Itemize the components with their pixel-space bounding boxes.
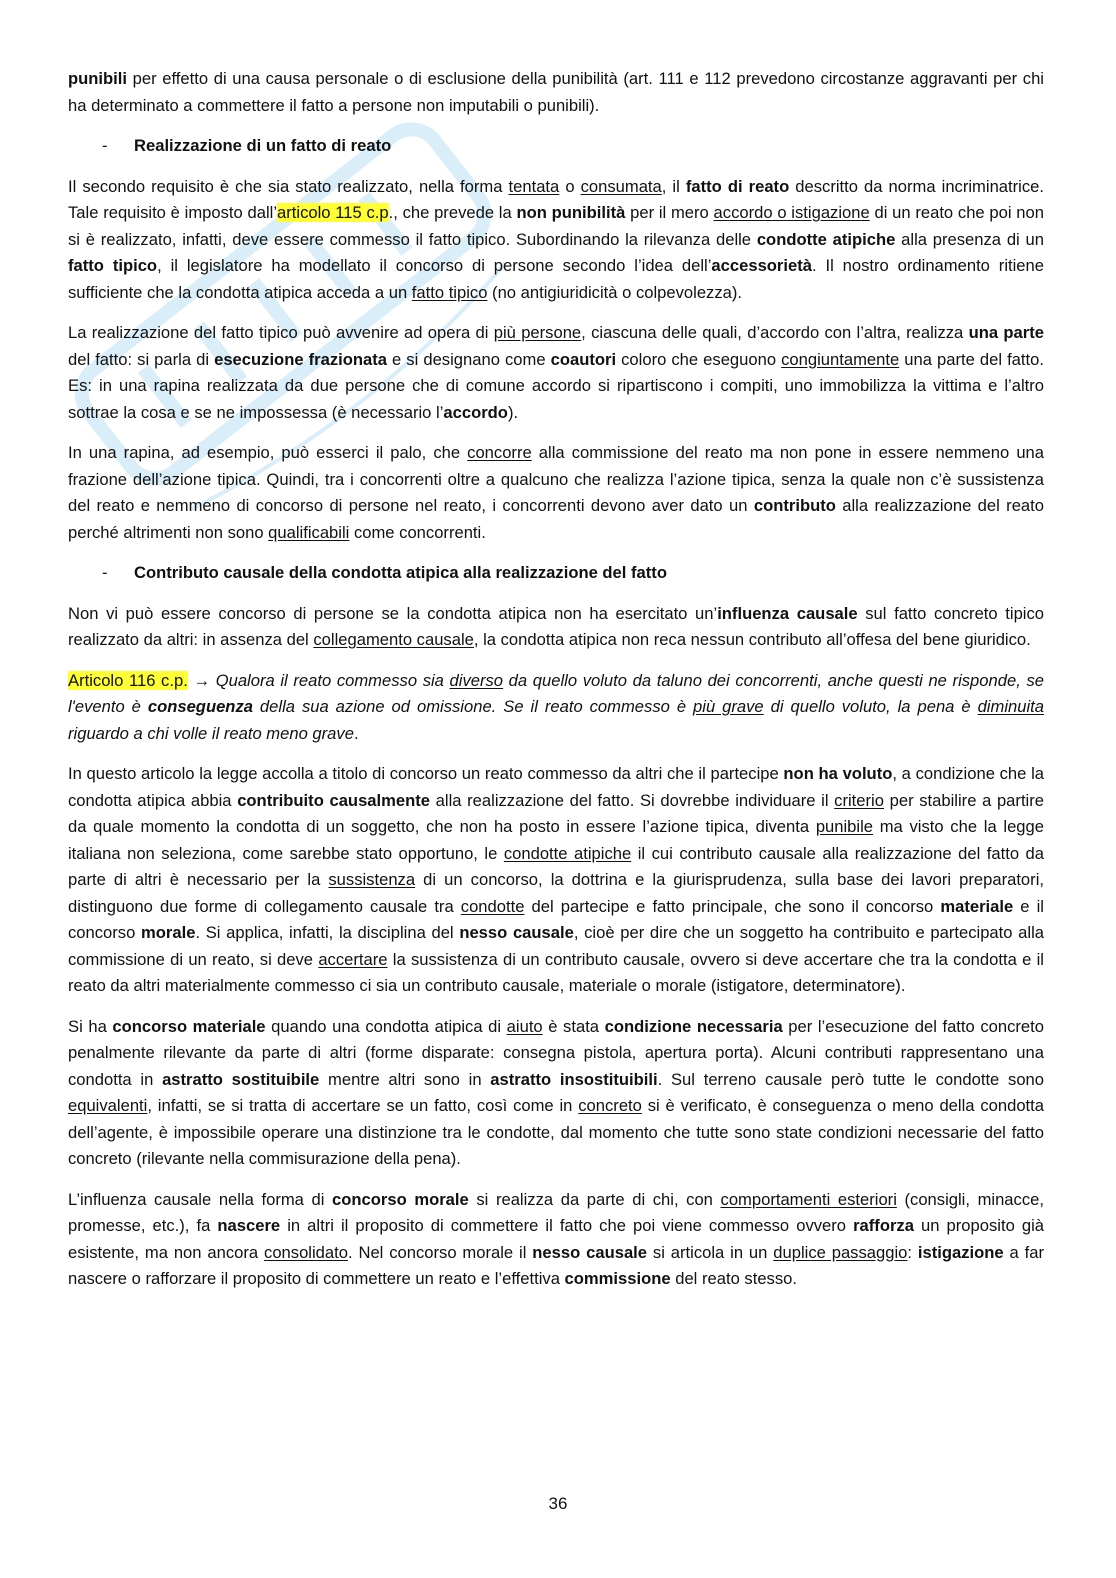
text-run: concorso materiale	[112, 1016, 266, 1036]
text-run: diminuita	[977, 697, 1044, 716]
text-run: L’influenza causale nella forma di	[68, 1189, 333, 1209]
text-run: a far nascere o rafforzare il proposito di commettere un reato e l’effettiva	[68, 1242, 1044, 1288]
text-run: Si ha	[68, 1016, 113, 1036]
bullet-heading: Realizzazione di un fatto di reato	[134, 136, 392, 155]
text-run: , cioè per dire che un soggetto ha contribuito e partecipato alla commissione di un reato, si deve	[68, 923, 1045, 969]
text-run: la sussistenza di un contributo causale, ovvero si deve accertare che tra la condotta e il reato da altri materialmente commesso ci sia un contributo causale, materiale o morale (istigatore, determinatore).	[68, 949, 1044, 995]
text-run: In una rapina, ad esempio, può esserci il palo, che	[68, 443, 468, 462]
text-run: o	[559, 176, 581, 196]
text-run: condotte	[460, 896, 525, 916]
text-run: concorso morale	[332, 1189, 469, 1209]
text-run: consolidato	[264, 1242, 348, 1262]
text-run: condotte atipiche	[756, 229, 896, 249]
text-run: più persone	[493, 323, 582, 342]
text-run: mentre altri sono in	[319, 1069, 491, 1089]
text-run: riguardo a chi volle il reato meno grave	[68, 723, 354, 743]
text-run: consumata	[580, 176, 662, 196]
text-run: come concorrenti.	[349, 522, 486, 542]
text-run: nascere	[217, 1216, 281, 1235]
text-run: criterio	[834, 790, 884, 810]
text-run: accertare	[318, 949, 388, 969]
text-run: coloro che eseguono	[616, 349, 782, 369]
text-run: alla commissione del reato ma non pone in essere nemmeno una frazione dell’azione tipica. Quindi, tra i concorrenti oltre a qualcuno che realizza l’azione tipica, senza la quale non c’è sussistenza del reato e nemmeno di concorso di persone nel reato, i concorrenti devono aver dato un	[68, 443, 1044, 515]
text-run: astratto sostituibile	[162, 1069, 320, 1089]
text-run: (no antigiuridicità o colpevolezza).	[487, 282, 743, 302]
paragraph-questo-articolo	[68, 761, 1044, 1000]
text-run: duplice passaggio	[773, 1242, 908, 1262]
text-run: fatto tipico	[68, 256, 158, 275]
text-run: , ciascuna delle quali, d’accordo con l’altra, realizza	[581, 323, 969, 342]
text-run: alla realizzazione del fatto. Si dovrebbe individuare il	[430, 790, 835, 810]
arrow-right-icon: →	[187, 670, 216, 690]
text-run: un proposito già esistente, ma non ancora	[68, 1216, 1045, 1262]
text-run: condizione necessaria	[604, 1016, 783, 1036]
text-run: del partecipe e fatto principale, che sono il concorso	[524, 896, 941, 916]
text-run: coautori	[550, 349, 617, 369]
text-run: congiuntamente	[781, 349, 900, 369]
text-run: Non vi può essere concorso di persone se la condotta atipica non ha esercitato un’	[68, 603, 718, 623]
text-run: per effetto di una causa personale o di esclusione della punibilità (art. 111 e 112 prevedono circostanze aggravanti per chi ha determinato a commettere il fatto a persone non imputabili o punibili).	[68, 69, 1044, 115]
text-run: tentata	[508, 176, 560, 196]
text-run: per l’esecuzione del fatto concreto penalmente rilevante da parte di altri (forme disparate: consegna pistola, apertura porta). Alcuni contributi rappresentano una condotta in	[68, 1016, 1044, 1089]
text-run: da quello voluto da taluno dei concorrenti, anche questi ne risponde, se l'evento è	[68, 670, 1044, 716]
text-run: conseguenza	[147, 697, 253, 716]
paragraph-secondo-requisito	[68, 174, 1044, 307]
text-run: fatto di reato	[685, 176, 790, 196]
text-run: si è verificato, è conseguenza o meno della condotta dell’agente, è impossibile operare una distinzione tra le condotte, dal momento che tutte sono state condizioni necessarie del fatto concreto (rilevante nella commisurazione della pena).	[68, 1096, 1045, 1168]
text-run: , infatti, se si tratta di accertare se un fatto, così come in	[147, 1096, 579, 1115]
text-run: una parte del fatto. Es: in una rapina realizzata da due persone che di comune accordo si ripartiscono i compiti, uno immobilizza la vittima e l’altro sottrae la cosa e se ne impossessa (è necessario l’	[68, 349, 1044, 422]
text-run: collegamento causale	[313, 630, 474, 649]
bullet-dash: -	[102, 136, 108, 155]
text-run: per il mero	[625, 203, 714, 222]
paragraph-esecuzione-frazionata	[68, 320, 1044, 426]
text-run: punibili	[68, 69, 127, 88]
text-run: si articola in un	[647, 1242, 774, 1262]
text-run: , la condotta atipica non reca nessun contributo all’offesa del bene giuridico.	[473, 630, 1031, 649]
text-run: Il secondo requisito è che sia stato realizzato, nella forma	[68, 176, 509, 196]
text-run: è stata	[542, 1016, 605, 1036]
text-run: accessorietà	[711, 256, 812, 275]
text-run: nesso causale	[532, 1242, 648, 1262]
bullet-realizzazione	[68, 133, 1044, 160]
text-run: morale	[141, 923, 196, 942]
text-run: una parte	[968, 323, 1044, 342]
text-run: accordo	[443, 402, 508, 422]
paragraph-influenza-causale	[68, 601, 1044, 654]
text-run: in altri il proposito di commettere il fatto che poi viene commesso ovvero	[280, 1216, 854, 1235]
text-run: diverso	[449, 670, 504, 690]
text-run: ma visto che la legge italiana non seleziona, come sarebbe stato opportuno, le	[68, 817, 1044, 863]
text-run: concorre	[467, 443, 532, 462]
text-run: condotte atipiche	[503, 843, 632, 863]
paragraph-palo	[68, 440, 1044, 546]
text-run: non punibilità	[516, 203, 626, 222]
page-number: 36	[548, 1494, 568, 1513]
text-run: della sua azione od omissione. Se il reato commesso è	[252, 697, 694, 716]
text-run: . Il nostro ordinamento ritiene sufficiente che la condotta atipica acceda a un	[68, 256, 1044, 302]
text-run: , a condizione che la condotta atipica abbia	[68, 764, 1044, 810]
text-run: In questo articolo la legge accolla a titolo di concorso un reato commesso da altri che il partecipe	[68, 764, 784, 783]
text-run: alla presenza di un	[895, 229, 1044, 249]
text-run: di un reato che poi non si è realizzato, infatti, deve essere commesso il fatto tipico. Subordinando la rilevanza delle	[68, 203, 1044, 249]
text-run: contributo	[753, 496, 836, 515]
text-run: astratto insostituibili	[490, 1069, 658, 1089]
text-run: più grave	[693, 697, 764, 716]
text-run: (consigli, minacce, promesse, etc.), fa	[68, 1189, 1044, 1235]
text-run: esecuzione frazionata	[214, 349, 387, 369]
text-run: , il legislatore ha modellato il concorso di persone secondo l’idea dell’	[157, 256, 712, 275]
text-run: accordo o istigazione	[713, 203, 870, 222]
text-run: sussistenza	[328, 870, 416, 889]
bullet-heading: Contributo causale della condotta atipica alla realizzazione del fatto	[134, 563, 667, 582]
text-run: concreto	[578, 1096, 642, 1115]
text-run: e il concorso	[68, 896, 1044, 942]
text-run: aiuto	[506, 1016, 543, 1036]
paragraph-punibili	[68, 66, 1044, 119]
text-run: quando una condotta atipica di	[265, 1016, 507, 1036]
text-run: . Si applica, infatti, la disciplina del	[195, 923, 460, 942]
text-run: rafforza	[853, 1216, 914, 1235]
text-run: di un concorso, la dottrina e la giurisprudenza, sulla base dei lavori preparatori, distinguono due forme di collegamento causale tra	[68, 870, 1044, 916]
paragraph-concorso-morale	[68, 1187, 1044, 1293]
text-run: ., che prevede la	[388, 203, 517, 222]
text-run: qualificabili	[268, 522, 350, 542]
text-run: del fatto: si parla di	[68, 349, 215, 369]
text-run: di quello voluto, la pena è	[763, 697, 978, 716]
text-run: descritto da norma incriminatrice. Tale requisito è imposto dall’	[68, 176, 1044, 222]
text-run: non ha voluto	[783, 764, 893, 783]
text-run: materiale	[940, 896, 1014, 916]
text-run: si realizza da parte di chi, con	[468, 1189, 721, 1209]
document-body	[68, 66, 1044, 1293]
text-run: , il	[661, 176, 686, 196]
paragraph-articolo-116	[68, 668, 1044, 748]
text-run: comportamenti esteriori	[720, 1189, 897, 1209]
text-run: fatto tipico	[411, 282, 488, 302]
text-run: . Nel concorso morale il	[347, 1242, 533, 1262]
text-run: La realizzazione del fatto tipico può avvenire ad opera di	[68, 323, 494, 342]
text-run: il cui contributo causale alla realizzazione del fatto da parte di altri è necessario per la	[68, 843, 1045, 889]
text-run: ).	[507, 402, 519, 422]
text-run: alla realizzazione del reato perché altrimenti non sono	[68, 496, 1044, 542]
bullet-dash: -	[102, 563, 108, 582]
text-run: istigazione	[917, 1242, 1004, 1262]
bullet-contributo-causale	[68, 560, 1044, 587]
text-run: . Sul terreno causale però tutte le condotte sono	[657, 1069, 1045, 1089]
text-run: per stabilire a partire da quale momento la condotta di un soggetto, che non ha posto in essere l’azione tipica, diventa	[68, 790, 1044, 836]
highlight-articolo-116: Articolo 116 c.p.	[68, 670, 188, 690]
text-run: nesso causale	[459, 923, 574, 942]
text-run: e si designano come	[386, 349, 551, 369]
highlight-articolo-115: articolo 115 c.p	[277, 203, 389, 222]
text-run: :	[907, 1242, 918, 1262]
text-run: contribuito causalmente	[237, 790, 431, 810]
text-run: del reato stesso.	[670, 1269, 797, 1288]
text-run: Qualora il reato commesso sia	[215, 670, 450, 690]
text-run: equivalenti	[68, 1096, 148, 1115]
text-run: sul fatto concreto tipico realizzato da altri: in assenza del	[68, 603, 1045, 649]
paragraph-concorso-materiale	[68, 1014, 1044, 1173]
text-run: influenza causale	[717, 603, 858, 623]
text-run: .	[353, 723, 359, 743]
text-run: punibile	[815, 817, 874, 836]
text-run: commissione	[564, 1269, 671, 1288]
